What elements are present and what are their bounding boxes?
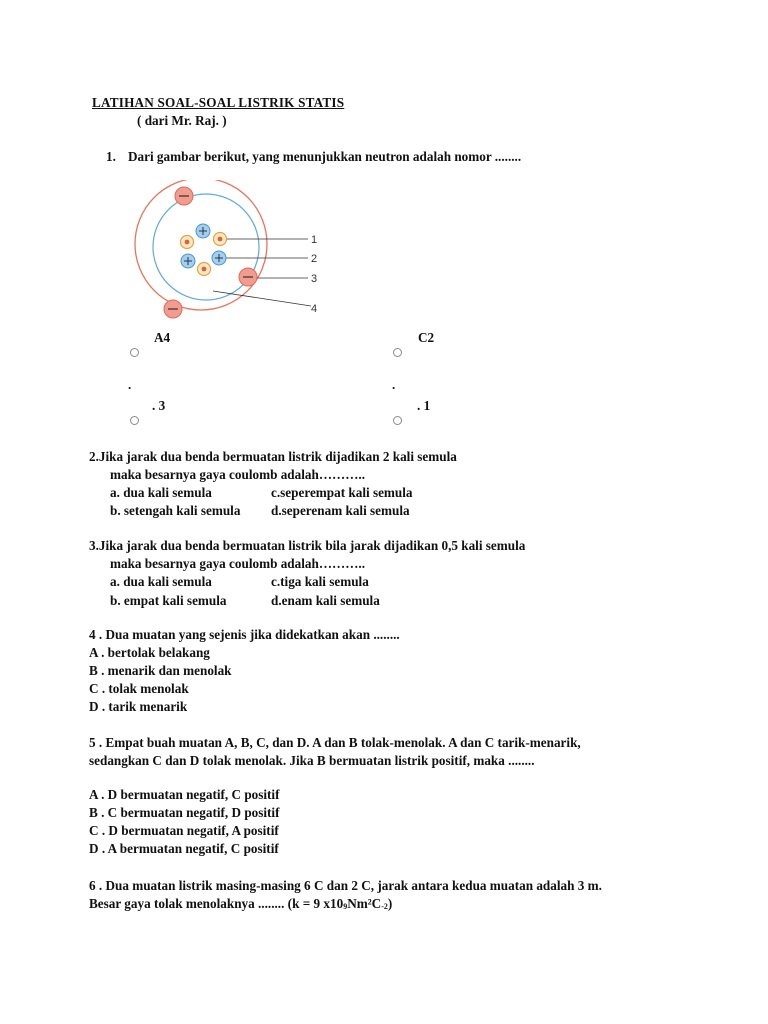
q1-option-c-radio[interactable]	[393, 348, 402, 357]
proton-icon-2	[181, 254, 195, 268]
q3-line2: maka besarnya gaya coulomb adalah………..	[110, 556, 365, 571]
q2-line2: maka besarnya gaya coulomb adalah………..	[110, 467, 365, 482]
q6-exp-minus2: -2	[381, 902, 388, 911]
q4-option-d: D . tarik menarik	[89, 699, 188, 714]
q4-text: 4 . Dua muatan yang sejenis jika didekatkan akan ........	[89, 627, 400, 642]
q1-text: Dari gambar berikut, yang menunjukkan neutron adalah nomor ........	[128, 149, 522, 164]
q5-option-c: C . D bermuatan negatif, A positif	[89, 823, 279, 838]
q1-option-d-radio[interactable]	[393, 416, 402, 425]
q6-text-b: Nm²C	[347, 896, 382, 911]
proton-icon-3	[212, 251, 226, 265]
electron-icon-bottom	[164, 300, 182, 318]
neutron-icon-1	[181, 236, 194, 249]
outer-orbit	[135, 180, 267, 310]
q2-option-c: c.seperempat kali semula	[271, 485, 413, 500]
q5-option-a: A . D bermuatan negatif, C positif	[89, 787, 280, 802]
q6-line1: 6 . Dua muatan listrik masing-masing 6 C dan 2 C, jarak antara kedua muatan adalah 3 m.	[89, 878, 602, 893]
page-subtitle: ( dari Mr. Raj. )	[137, 113, 227, 128]
q3-option-c: c.tiga kali semula	[271, 574, 369, 589]
q5-option-b: B . C bermuatan negatif, D positif	[89, 805, 280, 820]
electron-icon-top	[175, 187, 193, 205]
page-title: LATIHAN SOAL-SOAL LISTRIK STATIS	[92, 95, 345, 110]
neutron-icon-3	[198, 263, 211, 276]
q6-line2	[89, 896, 392, 914]
atom-label-3: 3	[311, 273, 318, 285]
neutron-icon-2	[214, 233, 227, 246]
q1-dot-left: .	[128, 377, 132, 392]
q2-line1: 2.Jika jarak dua benda bermuatan listrik dijadikan 2 kali semula	[89, 449, 457, 464]
q1-option-a-radio[interactable]	[130, 348, 139, 357]
q4-option-a: A . bertolak belakang	[89, 645, 210, 660]
atom-diagram	[128, 180, 328, 330]
proton-icon-1	[196, 224, 210, 238]
q1-dot-right: .	[392, 377, 396, 392]
q1-option-c-label: C2	[418, 330, 435, 345]
q1-number: 1.	[106, 149, 116, 164]
q3-line1: 3.Jika jarak dua benda bermuatan listrik bila jarak dijadikan 0,5 kali semula	[89, 538, 526, 553]
atom-label-4: 4	[311, 303, 318, 315]
q3-option-a: a. dua kali semula	[110, 574, 212, 589]
q2-option-d: d.seperenam kali semula	[271, 503, 410, 518]
q6-text-c: )	[387, 896, 393, 911]
q4-option-c: C . tolak menolak	[89, 681, 189, 696]
q3-option-d: d.enam kali semula	[271, 593, 380, 608]
q5-line1: 5 . Empat buah muatan A, B, C, dan D. A dan B tolak-menolak. A dan C tarik-menarik,	[89, 735, 581, 750]
q3-option-b: b. empat kali semula	[110, 593, 227, 608]
q2-option-b: b. setengah kali semula	[110, 503, 241, 518]
q5-option-d: D . A bermuatan negatif, C positif	[89, 841, 279, 856]
q1-option-d-label: . 1	[417, 398, 431, 413]
q2-option-a: a. dua kali semula	[110, 485, 212, 500]
q5-line2: sedangkan C dan D tolak menolak. Jika B bermuatan listrik positif, maka ........	[89, 753, 535, 768]
q6-exp-9: 9	[343, 902, 348, 911]
atom-label-2: 2	[311, 253, 318, 265]
atom-label-1: 1	[311, 234, 318, 246]
electron-icon-right	[239, 268, 257, 286]
q1-option-b-label: . 3	[152, 398, 166, 413]
q6-text-a: Besar gaya tolak menolaknya ........ (k = 9 x10	[89, 896, 344, 911]
q4-option-b: B . menarik dan menolak	[89, 663, 232, 678]
q1-option-a-label: A4	[154, 330, 171, 345]
q1-option-b-radio[interactable]	[130, 416, 139, 425]
